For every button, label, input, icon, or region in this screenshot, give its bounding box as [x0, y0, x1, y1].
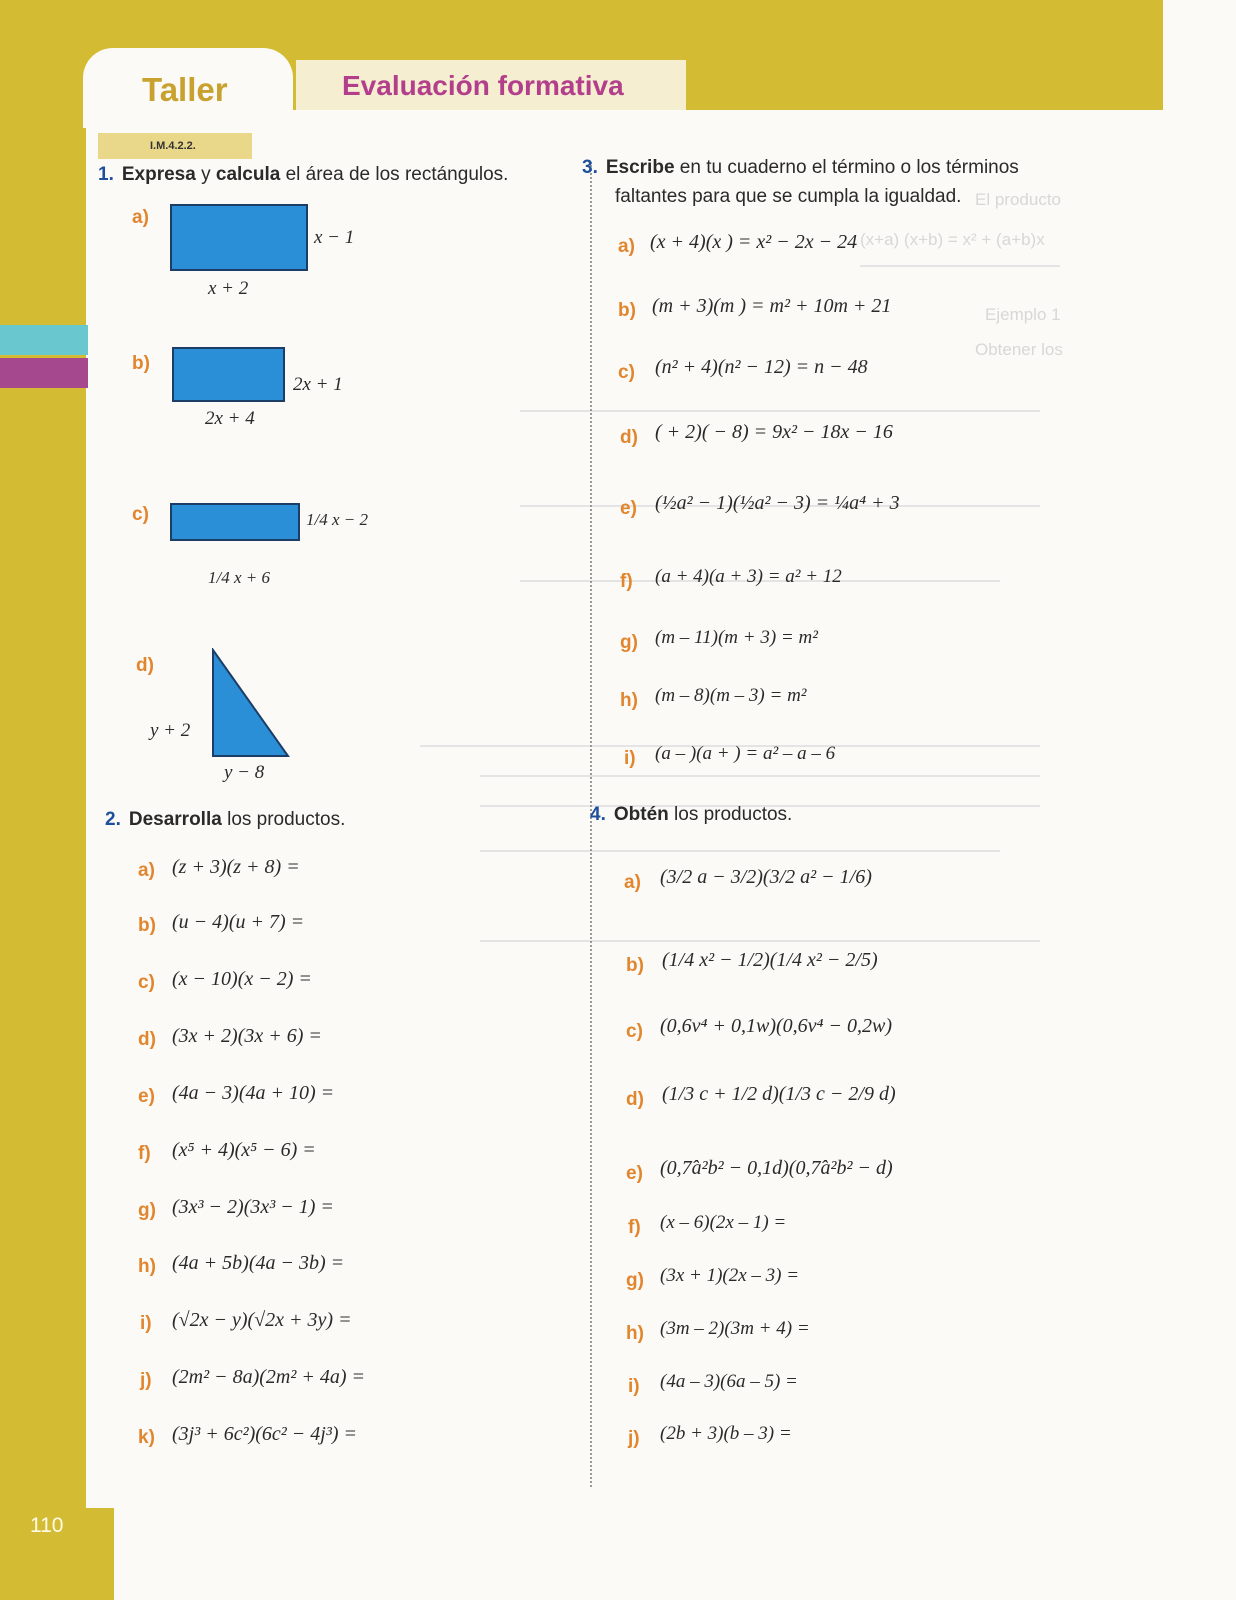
left-margin-band — [0, 110, 86, 1510]
ghost-text: Obtener los — [975, 340, 1063, 359]
q3-heading-line2: faltantes para que se cumpla la igualdad. — [615, 186, 962, 207]
q1-item-label: a) — [132, 207, 149, 228]
q2-item-label: j) — [140, 1370, 152, 1391]
q4-expression: (0,6v⁴ + 0,1w)(0,6v⁴ − 0,2w) — [660, 1015, 892, 1037]
q2-expression: (u − 4)(u + 7) = — [172, 911, 305, 933]
rectangle-a-base: x + 2 — [208, 278, 249, 299]
q4-heading: 4. Obtén los productos. — [590, 804, 793, 825]
q4-expression: (1/3 c + 1/2 d)(1/3 c − 2/9 d) — [662, 1083, 896, 1105]
indicator-code: I.M.4.2.2. — [98, 133, 252, 159]
q3-expression: (a – )(a + ) = a² – a – 6 — [655, 743, 836, 764]
triangle-d-base: y − 8 — [224, 762, 265, 783]
q3-expression: (m + 3)(m ) = m² + 10m + 21 — [652, 295, 892, 317]
q3-item-label: a) — [618, 236, 635, 257]
q4-item-label: c) — [626, 1021, 643, 1042]
taller-label: Taller — [142, 71, 228, 108]
q3-item-label: g) — [620, 632, 638, 653]
q1-heading: 1. Expresa y calcula el área de los rectángulos. — [98, 164, 509, 185]
triangle-d — [210, 648, 292, 760]
ghost-text: (x+a) (x+b) = x² + (a+b)x — [860, 230, 1045, 249]
q2-expression: (3x + 2)(3x + 6) = — [172, 1025, 322, 1047]
teal-stripe — [0, 325, 88, 355]
q2-item-label: h) — [138, 1256, 156, 1277]
q3-item-label: e) — [620, 498, 637, 519]
q2-item-label: g) — [138, 1200, 156, 1221]
q3-expression: (n² + 4)(n² − 12) = n − 48 — [655, 356, 868, 378]
q4-item-label: f) — [628, 1217, 641, 1238]
q1-item-label: d) — [136, 655, 154, 676]
ghost-line — [520, 410, 1040, 412]
q2-expression: (3x³ − 2)(3x³ − 1) = — [172, 1196, 334, 1218]
q4-item-label: i) — [628, 1376, 640, 1397]
q4-item-label: e) — [626, 1163, 643, 1184]
q3-item-label: i) — [624, 748, 636, 769]
q4-item-label: h) — [626, 1323, 644, 1344]
q2-expression: (x − 10)(x − 2) = — [172, 968, 312, 990]
ghost-text: El producto — [975, 190, 1061, 209]
q4-expression: (0,7̂a²b² − 0,1d)(0,7̂a²b² − d) — [660, 1157, 893, 1179]
ghost-line — [480, 940, 1040, 942]
q3-expression: (m – 8)(m – 3) = m² — [655, 685, 807, 706]
q2-expression: (x⁵ + 4)(x⁵ − 6) = — [172, 1139, 316, 1161]
q3-expression: (a + 4)(a + 3) = a² + 12 — [655, 566, 842, 587]
rectangle-c-side: 1/4 x − 2 — [306, 510, 368, 529]
ghost-text: Ejemplo 1 — [985, 305, 1061, 324]
triangle-d-height: y + 2 — [150, 720, 191, 741]
rectangle-b — [172, 347, 285, 402]
q2-item-label: c) — [138, 972, 155, 993]
q2-item-label: f) — [138, 1143, 151, 1164]
q4-expression: (2b + 3)(b – 3) = — [660, 1423, 792, 1444]
q4-expression: (x – 6)(2x – 1) = — [660, 1212, 787, 1233]
page-number: 110 — [30, 1514, 64, 1537]
rectangle-b-side: 2x + 1 — [293, 374, 343, 395]
ghost-line — [860, 265, 1060, 267]
q2-expression: (4a + 5b)(4a − 3b) = — [172, 1252, 345, 1274]
q2-item-label: d) — [138, 1029, 156, 1050]
q4-expression: (4a – 3)(6a – 5) = — [660, 1371, 798, 1392]
q4-item-label: b) — [626, 955, 644, 976]
q3-expression: ( + 2)( − 8) = 9x² − 18x − 16 — [655, 421, 893, 443]
q2-heading: 2. Desarrolla los productos. — [105, 809, 346, 830]
rectangle-c — [170, 503, 300, 541]
q3-heading: 3. Escribe en tu cuaderno el término o los términos — [582, 157, 1019, 178]
q4-expression: (3x + 1)(2x – 3) = — [660, 1265, 800, 1286]
rectangle-a — [170, 204, 308, 271]
q3-expression: (½a² − 1)(½a² − 3) = ¼a⁴ + 3 — [655, 492, 900, 514]
rectangle-b-base: 2x + 4 — [205, 408, 255, 429]
q3-expression: (m – 11)(m + 3) = m² — [655, 627, 818, 648]
q2-expression: (z + 3)(z + 8) = — [172, 856, 300, 878]
q2-expression: (2m² − 8a)(2m² + 4a) = — [172, 1366, 366, 1388]
q2-item-label: b) — [138, 915, 156, 936]
q4-expression: (3/2 a − 3/2)(3/2 a² − 1/6) — [660, 866, 872, 888]
page-title: Evaluación formativa — [342, 70, 624, 101]
q4-item-label: a) — [624, 872, 641, 893]
q3-item-label: h) — [620, 690, 638, 711]
q2-item-label: k) — [138, 1427, 155, 1448]
q2-item-label: a) — [138, 860, 155, 881]
q3-item-label: b) — [618, 300, 636, 321]
q2-expression: (3j³ + 6c²)(6c² − 4j³) = — [172, 1423, 357, 1445]
ghost-line — [480, 775, 1040, 777]
q2-item-label: i) — [140, 1313, 152, 1334]
q4-item-label: j) — [628, 1428, 640, 1449]
q2-expression: (√2x − y)(√2x + 3y) = — [172, 1309, 352, 1331]
q3-expression: (x + 4)(x ) = x² − 2x − 24 — [650, 231, 858, 253]
q4-item-label: g) — [626, 1270, 644, 1291]
q3-item-label: c) — [618, 362, 635, 383]
q4-expression: (1/4 x² − 1/2)(1/4 x² − 2/5) — [662, 949, 878, 971]
q1-item-label: b) — [132, 353, 150, 374]
q4-expression: (3m – 2)(3m + 4) = — [660, 1318, 810, 1339]
q4-item-label: d) — [626, 1089, 644, 1110]
q3-item-label: d) — [620, 427, 638, 448]
q2-expression: (4a − 3)(4a + 10) = — [172, 1082, 335, 1104]
magenta-stripe — [0, 358, 88, 388]
q3-item-label: f) — [620, 571, 633, 592]
q2-item-label: e) — [138, 1086, 155, 1107]
rectangle-a-side: x − 1 — [314, 227, 355, 248]
q1-item-label: c) — [132, 504, 149, 525]
ghost-line — [480, 850, 1000, 852]
rectangle-c-base: 1/4 x + 6 — [208, 568, 270, 587]
